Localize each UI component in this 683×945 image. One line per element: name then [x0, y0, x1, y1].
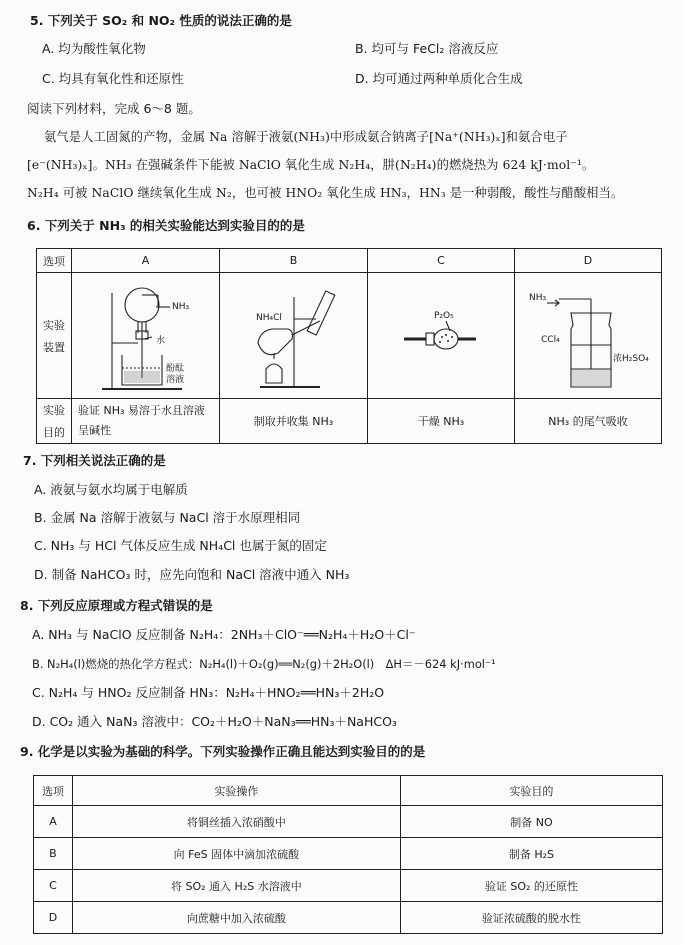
label-a-phen-1: 酚酞: [166, 364, 185, 374]
purpose-a: 验证 NH₃ 易溶于水且溶液呈碱性: [72, 399, 220, 444]
question-8-stem: 8. 下列反应原理或方程式错误的是: [20, 598, 213, 613]
q7-option-c: C. NH₃ 与 HCl 气体反应生成 NH₄Cl 也属于氮的固定: [34, 538, 327, 553]
purpose-b: 制取并收集 NH₃: [220, 399, 368, 444]
question-9-stem: 9. 化学是以实验为基础的科学。下列实验操作正确且能达到实验目的的是: [20, 744, 426, 759]
table-row: B 向 FeS 固体中滴加浓硫酸 制备 H₂S: [34, 838, 663, 870]
q9-header-option: 选项: [34, 776, 73, 806]
q5-option-d: D. 均可通过两种单质化合生成: [355, 71, 523, 86]
label-a-phen-2: 溶液: [166, 375, 185, 385]
label-d-ccl4: CCl₄: [541, 335, 560, 345]
apparatus-c: [368, 273, 515, 399]
q7-option-a: A. 液氨与氨水均属于电解质: [34, 482, 188, 497]
reading-line-3: N₂H₄ 可被 NaClO 继续氧化生成 N₂，也可被 HNO₂ 氧化生成 HN₃，HN₃ 是一种弱酸，酸性与醋酸相当。: [27, 186, 624, 200]
q9-header-purpose: 实验目的: [400, 776, 662, 806]
table-row: A 将铜丝插入浓硝酸中 制备 NO: [34, 806, 663, 838]
purpose-d: NH₃ 的尾气吸收: [515, 399, 662, 444]
purpose-c: 干燥 NH₃: [368, 399, 515, 444]
tail-gas-absorption-icon: [515, 273, 661, 395]
question-6-stem: 6. 下列关于 NH₃ 的相关实验能达到实验目的的是: [27, 218, 305, 233]
q8-option-b: B. N₂H₄(l)燃烧的热化学方程式：N₂H₄(l)＋O₂(g)══N₂(g)＋2H₂O(l) ΔH＝－624 kJ·mol⁻¹: [32, 657, 496, 671]
label-c-p2o5: P₂O₅: [434, 311, 454, 321]
q5-option-b: B. 均可与 FeCl₂ 溶液反应: [355, 41, 499, 56]
label-a-nh3: NH₃: [172, 302, 190, 312]
q9-header-operation: 实验操作: [72, 776, 400, 806]
heating-collection-apparatus-icon: [220, 273, 367, 395]
q6-apparatus-table: [36, 248, 662, 444]
q6-header-b: B: [220, 249, 368, 273]
reading-line-2: [e⁻(NH₃)ₓ]。NH₃ 在强碱条件下能被 NaClO 氧化生成 N₂H₄，肼(N₂H₄)的燃烧热为 624 kJ·mol⁻¹。: [27, 158, 595, 172]
label-a-water: 水: [156, 336, 166, 346]
apparatus-b: [220, 273, 368, 399]
q5-option-a: A. 均为酸性氧化物: [42, 41, 146, 56]
reading-line-1: 氨气是人工固氮的产物，金属 Na 溶解于液氨(NH₃)中形成氨合钠离子[Na⁺(NH₃)ₓ]和氨合电子: [44, 130, 568, 144]
question-7-stem: 7. 下列相关说法正确的是: [23, 453, 166, 468]
apparatus-d: [515, 273, 662, 399]
q6-apparatus-label: 实验 装置: [37, 273, 72, 399]
q6-header-a: A: [72, 249, 220, 273]
q5-option-c: C. 均具有氧化性和还原性: [42, 71, 184, 86]
q6-header-option: 选项: [37, 249, 72, 273]
q6-purpose-label: 实验 目的: [37, 399, 72, 444]
question-5-stem: 5. 下列关于 SO₂ 和 NO₂ 性质的说法正确的是: [30, 13, 292, 28]
q7-option-d: D. 制备 NaHCO₃ 时，应先向饱和 NaCl 溶液中通入 NH₃: [34, 567, 350, 582]
table-row: C 将 SO₂ 通入 H₂S 水溶液中 验证 SO₂ 的还原性: [34, 870, 663, 902]
label-d-nh3: NH₃: [529, 293, 547, 303]
q6-header-c: C: [368, 249, 515, 273]
q8-option-c: C. N₂H₄ 与 HNO₂ 反应制备 HN₃：N₂H₄＋HNO₂══HN₃＋2H₂O: [32, 685, 385, 700]
label-b-nh4cl: NH₄Cl: [256, 313, 282, 323]
fountain-apparatus-icon: [72, 273, 219, 395]
apparatus-a: [72, 273, 220, 399]
q7-option-b: B. 金属 Na 溶解于液氨与 NaCl 溶于水原理相同: [34, 510, 301, 525]
drying-tube-icon: [368, 273, 514, 395]
q6-header-d: D: [515, 249, 662, 273]
q8-option-a: A. NH₃ 与 NaClO 反应制备 N₂H₄：2NH₃＋ClO⁻══N₂H₄＋H₂O＋Cl⁻: [32, 627, 416, 642]
label-d-h2so4: 浓H₂SO₄: [613, 354, 649, 364]
q9-experiment-table: [33, 775, 663, 934]
table-row: D 向蔗糖中加入浓硫酸 验证浓硫酸的脱水性: [34, 902, 663, 934]
reading-intro: 阅读下列材料，完成 6～8 题。: [27, 101, 201, 116]
q8-option-d: D. CO₂ 通入 NaN₃ 溶液中：CO₂＋H₂O＋NaN₃══HN₃＋NaHCO₃: [32, 714, 397, 729]
